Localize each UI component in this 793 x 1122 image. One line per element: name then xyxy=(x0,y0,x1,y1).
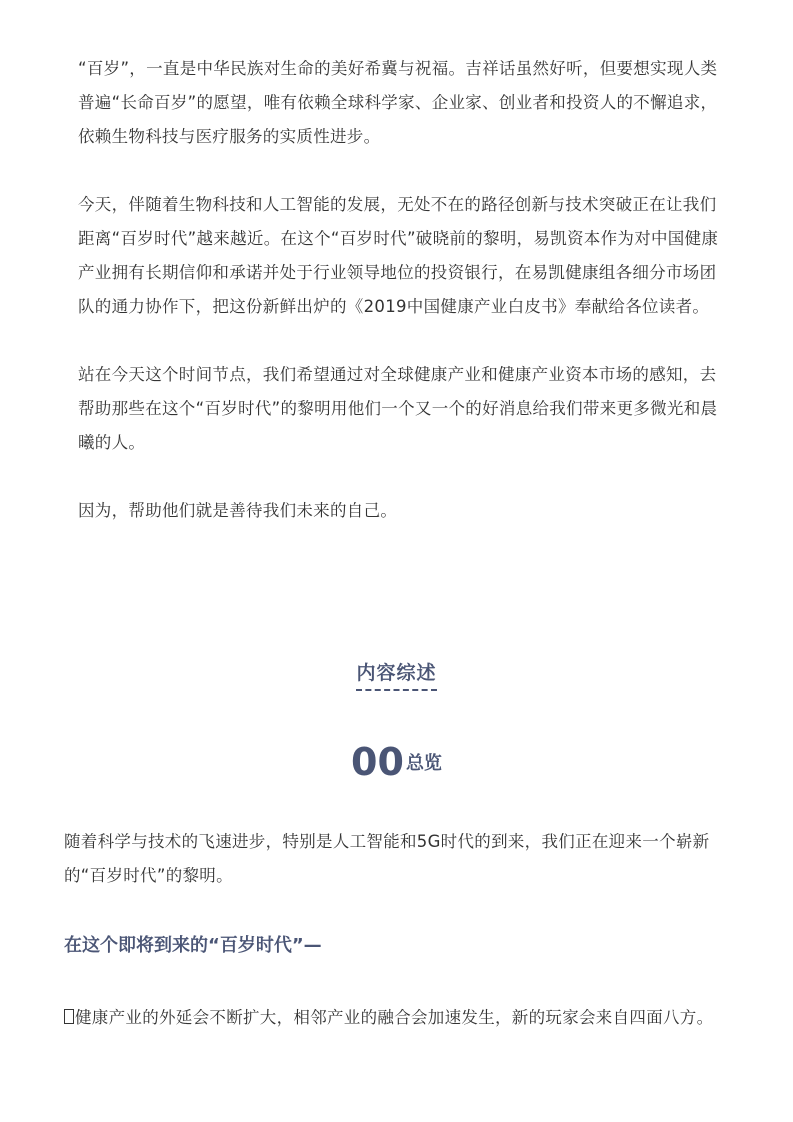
content-paragraph-1: 随着科学与技术的飞速进步，特别是人工智能和5G时代的到来，我们正在迎来一个崭新的“百岁时代”的黎明。 xyxy=(64,832,710,885)
content-paragraph-2-text: 健康产业的外延会不断扩大，相邻产业的融合会加速发生，新的玩家会来自四面八方。 xyxy=(75,1008,714,1027)
overview-heading xyxy=(0,740,793,784)
bullet-box-icon xyxy=(64,1009,74,1024)
section-title: 内容综述 xyxy=(356,658,436,691)
intro-paragraph-2: 今天，伴随着生物科技和人工智能的发展，无处不在的路径创新与技术突破正在让我们距离“百岁时代”越来越近。在这个“百岁时代”破晓前的黎明，易凯资本作为对中国健康产业拥有长期信仰和承诺并处于行业领导地位的投资银行，在易凯健康组各细分市场团队的通力协作下，把这份新鲜出炉的《2019中国健康产业白皮书》奉献给各位读者。 xyxy=(78,195,719,316)
intro-paragraph-3: 站在今天这个时间节点，我们希望通过对全球健康产业和健康产业资本市场的感知，去帮助那些在这个“百岁时代”的黎明用他们一个又一个的好消息给我们带来更多微光和晨曦的人。 xyxy=(78,365,718,452)
overview-label: 总览 xyxy=(405,753,442,774)
section-title-container xyxy=(0,658,793,691)
content-subheading: 在这个即将到来的“百岁时代”— xyxy=(64,935,322,956)
intro-paragraph-4: 因为，帮助他们就是善待我们未来的自己。 xyxy=(78,501,398,520)
intro-paragraph-1: “百岁”，一直是中华民族对生命的美好希冀与祝福。吉祥话虽然好听，但要想实现人类普遍“长命百岁”的愿望，唯有依赖全球科学家、企业家、创业者和投资人的不懈追求，依赖生物科技与医疗服务的实质性进步。 xyxy=(78,59,718,146)
overview-number: 00 xyxy=(351,740,404,784)
intro-section xyxy=(78,52,723,562)
content-paragraph-2 xyxy=(64,1001,734,1035)
